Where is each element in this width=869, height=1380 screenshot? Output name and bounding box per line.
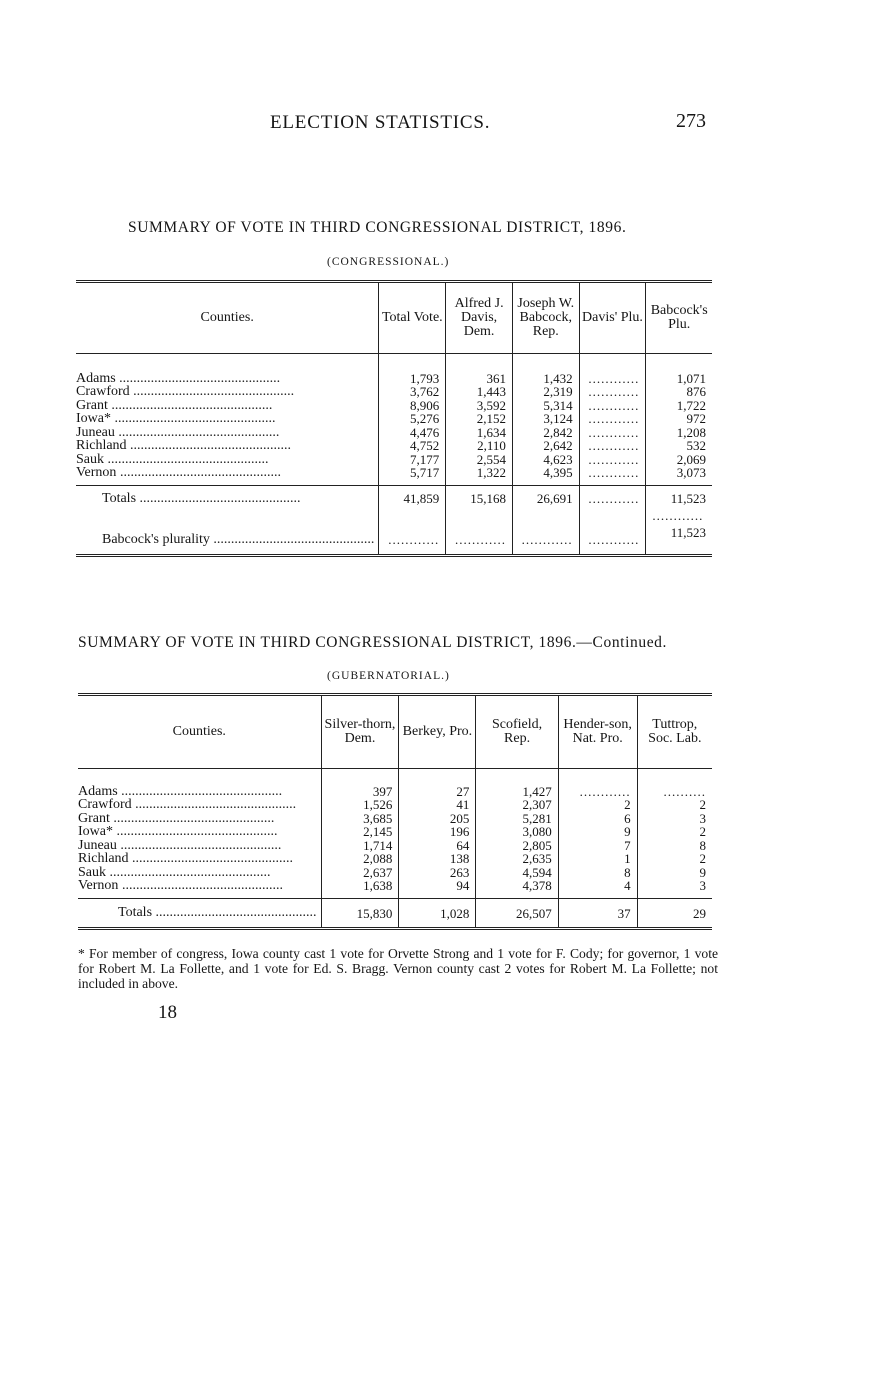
henderson-vote: 2 [558,798,637,812]
county-name: Richland ..... [76,439,379,453]
plurality-total: ............ [379,526,446,556]
berkey-vote: 94 [399,879,476,893]
footnote: * For member of congress, Iowa county cast 1 vote for Orvette Strong and 1 vote for F. Cody; for governor, 1 vote for Robert M. La Follette, and 1 vote for Ed. S. Bragg. Vernon county cast 2 votes for Robert M. La Follette; not included in above. [78,946,718,991]
table-row [78,839,712,853]
silverthorn-sum: 15,830 [321,899,399,929]
table-row [76,466,712,480]
babcock-plurality: 1,722 [646,399,712,413]
davis-vote: 2,110 [446,439,513,453]
davis-plurality: ............ [579,466,646,480]
col-header-counties: Counties. [200,310,254,325]
silverthorn-vote: 2,145 [321,825,399,839]
berkey-vote: 263 [399,866,476,880]
henderson-vote: 1 [558,852,637,866]
tuttrop-vote: .......... [637,785,712,799]
babcock-plurality: 3,073 [646,466,712,480]
henderson-vote: 6 [558,812,637,826]
plurality-babcock-plu: 11,523 [646,526,712,556]
col-header-berkey: Berkey, Pro. [399,695,476,769]
county-name: Sauk ..... [76,453,379,467]
babcock-vote: 5,314 [512,399,579,413]
tuttrop-vote: 8 [637,839,712,853]
scofield-vote: 5,281 [476,812,558,826]
total-vote: 5,717 [379,466,446,480]
berkey-sum: 1,028 [399,899,476,929]
table-row [78,866,712,880]
county-name: Crawford ..... [78,798,321,812]
gubernatorial-header-row [78,695,712,769]
babcock-vote: 4,395 [512,466,579,480]
col-header-tuttrop: Tuttrop, Soc. Lab. [637,695,712,769]
scofield-vote: 4,594 [476,866,558,880]
table-row [78,798,712,812]
babcock-plurality-sum: 11,523 [646,486,712,512]
total-vote: 1,793 [379,372,446,386]
table-row [78,785,712,799]
table-row [76,385,712,399]
col-header-babcock: Joseph W. Babcock, Rep. [512,282,579,354]
col-header-scofield: Scofield, Rep. [476,695,558,769]
silverthorn-vote: 397 [321,785,399,799]
scofield-vote: 2,805 [476,839,558,853]
babcock-plurality: 1,071 [646,372,712,386]
total-vote: 5,276 [379,412,446,426]
total-vote-sum: 41,859 [379,486,446,512]
davis-vote: 2,554 [446,453,513,467]
babcock-plurality: 532 [646,439,712,453]
table-row [76,399,712,413]
silverthorn-vote: 2,088 [321,852,399,866]
tuttrop-vote: 9 [637,866,712,880]
table-row [76,426,712,440]
col-header-davis-plu: Davis' Plu. [579,282,646,354]
scofield-vote: 1,427 [476,785,558,799]
county-name: Iowa* ..... [78,825,321,839]
scofield-vote: 2,635 [476,852,558,866]
county-name: Sauk ..... [78,866,321,880]
davis-vote: 1,634 [446,426,513,440]
signature-mark: 18 [158,1002,177,1023]
dotted-rule: ............ [646,512,712,526]
babcock-plurality: 972 [646,412,712,426]
table-row [76,412,712,426]
table-row [78,825,712,839]
col-header-silverthorn: Silver-thorn, Dem. [321,695,399,769]
davis-plurality: ............ [579,453,646,467]
col-header-counties: Counties. [172,724,226,739]
table-row [78,812,712,826]
table-row [78,852,712,866]
table-row [76,439,712,453]
congressional-table-title: SUMMARY OF VOTE IN THIRD CONGRESSIONAL DISTRICT, 1896. [128,219,627,236]
plurality-davis: ............ [446,526,513,556]
county-name: Iowa* ..... [76,412,379,426]
scofield-sum: 26,507 [476,899,558,929]
babcock-vote: 2,319 [512,385,579,399]
plurality-babcock: ............ [512,526,579,556]
tuttrop-vote: 2 [637,852,712,866]
plurality-davis-plu: ............ [579,526,646,556]
davis-plurality: ............ [579,439,646,453]
silverthorn-vote: 1,714 [321,839,399,853]
county-name: Grant ..... [78,812,321,826]
col-header-davis: Alfred J. Davis, Dem. [446,282,513,354]
total-vote: 7,177 [379,453,446,467]
henderson-vote: 8 [558,866,637,880]
babcock-vote-sum: 26,691 [512,486,579,512]
babcock-vote: 2,842 [512,426,579,440]
county-name: Vernon ..... [78,879,321,893]
babcock-plurality: 876 [646,385,712,399]
table-row [76,372,712,386]
berkey-vote: 196 [399,825,476,839]
davis-vote: 3,592 [446,399,513,413]
silverthorn-vote: 2,637 [321,866,399,880]
total-vote: 4,752 [379,439,446,453]
county-name: Vernon ..... [76,466,379,480]
table-row [76,453,712,467]
berkey-vote: 41 [399,798,476,812]
table-row [78,879,712,893]
davis-plurality: ............ [579,385,646,399]
gubernatorial-subtitle: (GUBERNATORIAL.) [327,670,450,682]
babcock-plurality: 1,208 [646,426,712,440]
gubernatorial-table-title: SUMMARY OF VOTE IN THIRD CONGRESSIONAL DISTRICT, 1896.—Continued. [78,634,667,651]
scofield-vote: 2,307 [476,798,558,812]
babcock-vote: 1,432 [512,372,579,386]
totals-row [78,899,712,929]
county-name: Adams ..... [78,785,321,799]
davis-plurality: ............ [579,399,646,413]
col-header-henderson: Hender-son, Nat. Pro. [558,695,637,769]
tuttrop-vote: 3 [637,879,712,893]
scofield-vote: 4,378 [476,879,558,893]
henderson-vote: 7 [558,839,637,853]
total-vote: 4,476 [379,426,446,440]
davis-vote: 1,322 [446,466,513,480]
page-number: 273 [676,110,706,132]
gubernatorial-table [78,693,712,930]
henderson-sum: 37 [558,899,637,929]
berkey-vote: 138 [399,852,476,866]
henderson-vote: 4 [558,879,637,893]
berkey-vote: 27 [399,785,476,799]
totals-row [76,486,712,512]
babcock-vote: 3,124 [512,412,579,426]
henderson-vote: ............ [558,785,637,799]
davis-plurality: ............ [579,372,646,386]
totals-label: Totals ..... [76,486,379,512]
scofield-vote: 3,080 [476,825,558,839]
davis-vote: 1,443 [446,385,513,399]
babcock-plurality: 2,069 [646,453,712,467]
davis-vote-sum: 15,168 [446,486,513,512]
congressional-subtitle: (CONGRESSIONAL.) [327,256,450,268]
davis-plurality: ............ [579,412,646,426]
silverthorn-vote: 1,638 [321,879,399,893]
plurality-label: Babcock's plurality ..... [76,526,379,556]
silverthorn-vote: 3,685 [321,812,399,826]
total-vote: 3,762 [379,385,446,399]
babcock-vote: 2,642 [512,439,579,453]
plurality-row [76,526,712,556]
davis-vote: 2,152 [446,412,513,426]
col-header-babcock-plu: Babcock's Plu. [646,282,712,354]
running-title: ELECTION STATISTICS. [270,112,491,133]
county-name: Richland ..... [78,852,321,866]
silverthorn-vote: 1,526 [321,798,399,812]
berkey-vote: 205 [399,812,476,826]
tuttrop-vote: 3 [637,812,712,826]
berkey-vote: 64 [399,839,476,853]
county-name: Grant ..... [76,399,379,413]
tuttrop-sum: 29 [637,899,712,929]
col-header-total-vote: Total Vote. [379,282,446,354]
babcock-vote: 4,623 [512,453,579,467]
henderson-vote: 9 [558,825,637,839]
totals-label: Totals ..... [78,899,321,929]
congressional-header-row [76,282,712,354]
county-name: Juneau ..... [76,426,379,440]
davis-vote: 361 [446,372,513,386]
county-name: Crawford ..... [76,385,379,399]
congressional-table [76,280,712,557]
total-vote: 8,906 [379,399,446,413]
county-name: Adams ..... [76,372,379,386]
tuttrop-vote: 2 [637,825,712,839]
davis-plurality-sum: ............ [579,486,646,512]
tuttrop-vote: 2 [637,798,712,812]
county-name: Juneau ..... [78,839,321,853]
davis-plurality: ............ [579,426,646,440]
